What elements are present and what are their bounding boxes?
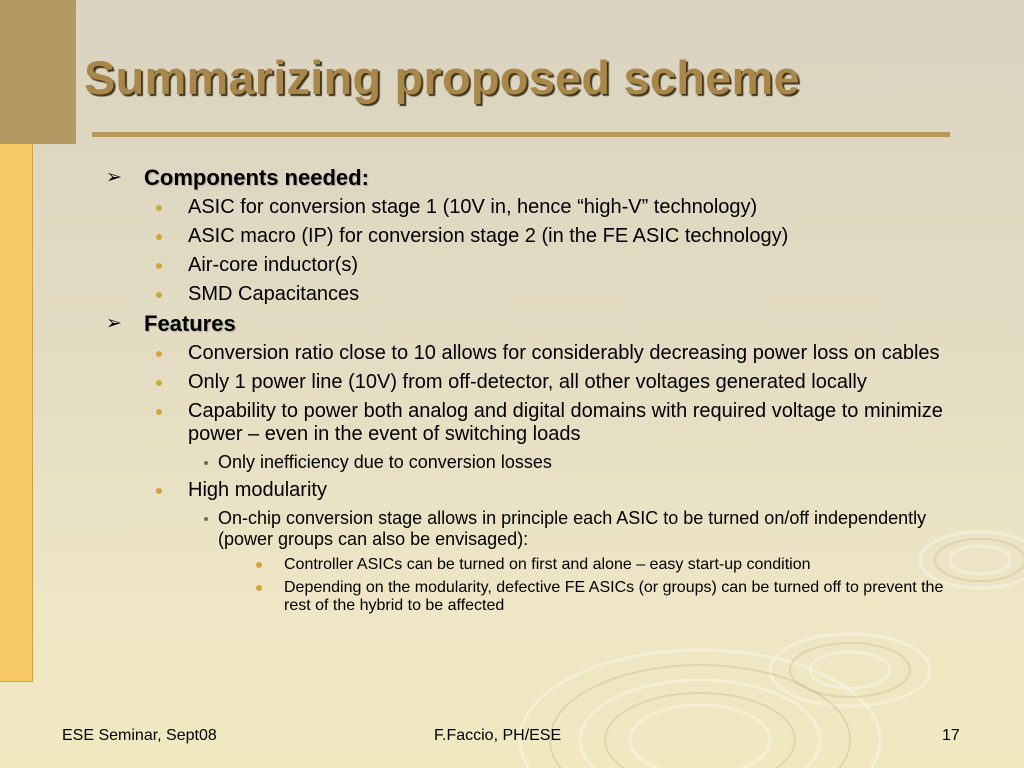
- sub-list-item: [104, 508, 964, 550]
- section-heading: Features: [144, 311, 236, 336]
- arrow-bullet-icon: ➢: [106, 313, 122, 334]
- list-item: [104, 254, 964, 277]
- bullet-dot-icon: [256, 562, 262, 568]
- bullet-dot-icon: [156, 351, 162, 357]
- slide-title: Summarizing proposed scheme: [84, 51, 800, 104]
- list-item-text: ASIC for conversion stage 1 (10V in, hence “high-V” technology): [188, 196, 758, 218]
- list-item: [104, 283, 964, 306]
- sub-list-item: [104, 452, 964, 473]
- title-underline: [92, 132, 950, 137]
- list-item-text: SMD Capacitances: [188, 283, 360, 305]
- side-accent-bar: [0, 144, 33, 682]
- footer-event: ESE Seminar, Sept08: [62, 727, 217, 744]
- bullet-dot-icon: [156, 488, 162, 494]
- list-item: [104, 196, 964, 219]
- list-item: [104, 342, 964, 365]
- sub-sub-list-item: [104, 579, 964, 615]
- footer-author: F.Faccio, PH/ESE: [434, 727, 562, 744]
- list-item: [104, 479, 964, 502]
- corner-accent-block: [0, 0, 76, 144]
- sub-sub-list-item-text: Controller ASICs can be turned on first and alone – easy start-up condition: [284, 556, 811, 573]
- slide-number: 17: [942, 727, 960, 744]
- small-bullet-icon: [204, 461, 208, 465]
- small-bullet-icon: [204, 517, 208, 521]
- bullet-dot-icon: [256, 585, 262, 591]
- sub-list-item-text: On-chip conversion stage allows in principle each ASIC to be turned on/off independently (power groups can also be envisaged):: [218, 508, 927, 549]
- bullet-dot-icon: [156, 380, 162, 386]
- sub-sub-list-item-text: Depending on the modularity, defective FE ASICs (or groups) can be turned off to prevent the rest of the hybrid to be affected: [284, 579, 944, 614]
- list-item: [104, 371, 964, 394]
- section-heading: Components needed:: [144, 165, 369, 190]
- bullet-dot-icon: [156, 234, 162, 240]
- list-item-text: High modularity: [188, 479, 327, 501]
- arrow-bullet-icon: ➢: [106, 167, 122, 188]
- slide-body: [104, 166, 964, 620]
- bullet-dot-icon: [156, 409, 162, 415]
- sub-list-item-text: Only inefficiency due to conversion losses: [218, 452, 552, 472]
- list-item: [104, 400, 964, 446]
- list-item-text: Only 1 power line (10V) from off-detector, all other voltages generated locally: [188, 371, 867, 393]
- list-item-text: Air-core inductor(s): [188, 254, 359, 276]
- bullet-dot-icon: [156, 292, 162, 298]
- sub-sub-list-item: [104, 556, 964, 574]
- list-item-text: Capability to power both analog and digital domains with required voltage to minimize power – even in the event of switching loads: [188, 400, 943, 445]
- list-item: [104, 225, 964, 248]
- bullet-dot-icon: [156, 205, 162, 211]
- bullet-components-needed: [104, 166, 964, 190]
- bullet-features: [104, 312, 964, 336]
- list-item-text: Conversion ratio close to 10 allows for considerably decreasing power loss on cables: [188, 342, 940, 364]
- bullet-dot-icon: [156, 263, 162, 269]
- list-item-text: ASIC macro (IP) for conversion stage 2 (in the FE ASIC technology): [188, 225, 789, 247]
